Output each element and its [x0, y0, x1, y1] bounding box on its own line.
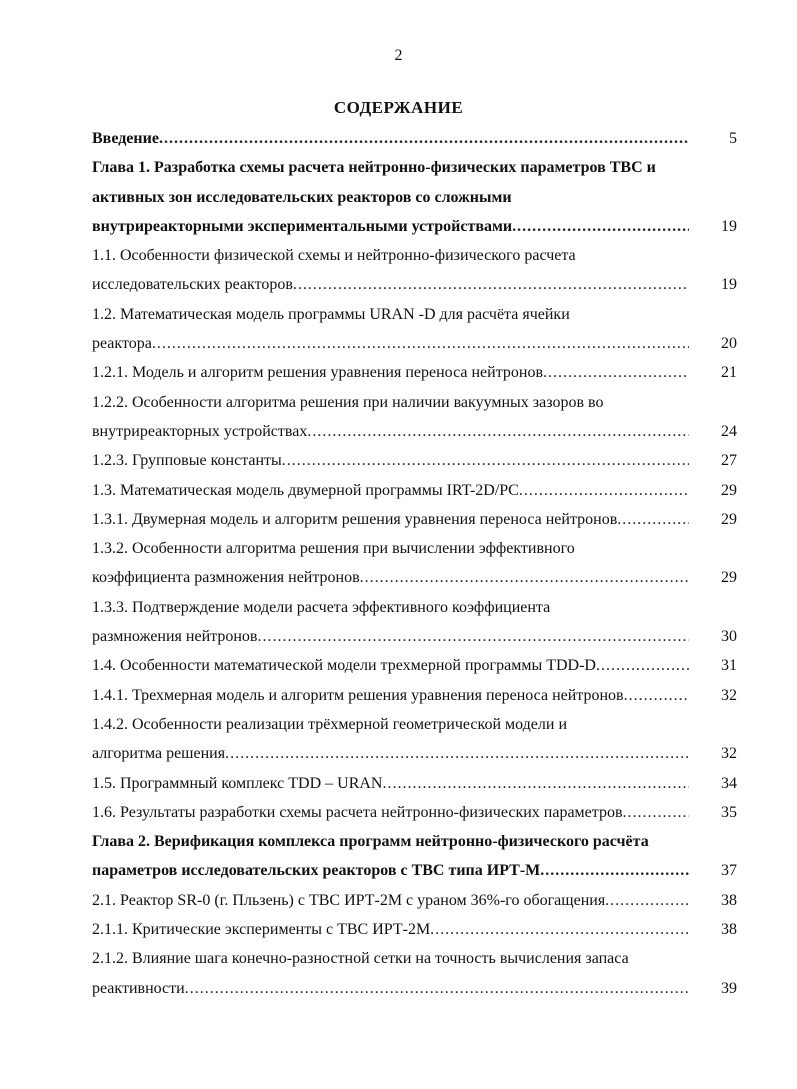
- toc-entry[interactable]: [92, 476, 737, 505]
- toc-entry-row: [92, 563, 737, 592]
- toc-entry-page-number: 32: [721, 745, 737, 763]
- toc-entry[interactable]: [92, 710, 737, 769]
- toc-entry-page-number: 32: [721, 686, 737, 704]
- toc-entry-row: [92, 974, 737, 1003]
- page-number: 2: [394, 47, 403, 64]
- toc-entry-title-line: 1.2.3. Групповые константы: [92, 452, 282, 470]
- toc-entry-title-line: 1.2. Математическая модель программы URAN -D для расчёта ячейки: [92, 305, 570, 323]
- toc-entry[interactable]: [92, 153, 737, 241]
- toc-entry[interactable]: [92, 827, 737, 886]
- toc-entry-title-line: 1.3.1. Двумерная модель и алгоритм решения уравнения переноса нейтронов: [92, 510, 618, 528]
- toc-entry-title-line: исследовательских реакторов: [92, 276, 293, 294]
- page-title: СОДЕРЖАНИЕ: [333, 98, 464, 117]
- toc-entry-row: [92, 886, 737, 915]
- toc-entry-title-line: размножения нейтронов: [92, 628, 258, 646]
- toc-entry-page-number: 5: [729, 130, 737, 147]
- toc-entry-row: [92, 446, 737, 475]
- toc-entry[interactable]: [92, 651, 737, 680]
- toc-entry-title-line: Введение: [92, 130, 159, 147]
- dot-leader: [605, 886, 689, 915]
- toc-entry[interactable]: [92, 446, 737, 475]
- dot-leader: [282, 446, 689, 475]
- toc-entry-row: [92, 739, 737, 768]
- toc-entry-page-number: 21: [721, 364, 737, 382]
- toc-entry-page-number: 34: [721, 774, 737, 792]
- toc-entry-row: [92, 769, 737, 798]
- toc-entry-title-line: коэффициента размножения нейтронов: [92, 569, 360, 587]
- toc-entry-title-line: Глава 1. Разработка схемы расчета нейтронно-физических параметров ТВС и: [92, 159, 656, 177]
- toc-entry-row: [92, 270, 737, 299]
- toc-entry-row: [92, 358, 737, 387]
- toc-entry-title-line: 2.1.1. Критические эксперименты с ТВС ИРТ-2М: [92, 921, 431, 939]
- toc-entry-page-number: 37: [721, 862, 737, 880]
- toc-entry[interactable]: [92, 241, 737, 300]
- toc-entry[interactable]: [92, 534, 737, 593]
- dot-leader: [596, 651, 689, 680]
- toc-entry[interactable]: [92, 124, 737, 153]
- toc-entry-title-line: активных зон исследовательских реакторов со сложными: [92, 188, 512, 206]
- toc-entry-page-number: 29: [721, 481, 737, 499]
- toc-entry-page-number: 30: [721, 628, 737, 646]
- table-of-contents: [92, 124, 737, 1003]
- dot-leader: [185, 974, 689, 1003]
- toc-entry-title-line: 1.3.2. Особенности алгоритма решения при вычислении эффективного: [92, 540, 575, 558]
- dot-leader: [159, 124, 689, 153]
- toc-entry-title-line: Глава 2. Верификация комплекса программ нейтронно-физического расчёта: [92, 833, 649, 851]
- toc-entry-page-number: 39: [721, 979, 737, 997]
- toc-entry-row: [92, 505, 737, 534]
- toc-entry-page-number: 19: [721, 276, 737, 294]
- toc-entry-title-line: 1.1. Особенности физической схемы и нейтронно-физического расчета: [92, 247, 576, 265]
- dot-leader: [624, 681, 689, 710]
- dot-leader: [382, 769, 689, 798]
- toc-entry-row: [92, 417, 737, 446]
- toc-entry-title-line: алгоритма решения: [92, 745, 226, 763]
- toc-entry-row: [92, 915, 737, 944]
- dot-leader: [257, 622, 689, 651]
- toc-entry-title-line: реактивности: [92, 979, 185, 997]
- dot-leader: [307, 417, 689, 446]
- dot-leader: [519, 476, 689, 505]
- toc-entry[interactable]: [92, 358, 737, 387]
- toc-entry-title-line: 1.6. Результаты разработки схемы расчета нейтронно-физических параметров: [92, 803, 623, 821]
- toc-entry-page-number: 19: [721, 217, 737, 235]
- toc-entry[interactable]: [92, 300, 737, 359]
- toc-entry[interactable]: [92, 505, 737, 534]
- toc-entry-title-line: 1.2.1. Модель и алгоритм решения уравнения переноса нейтронов: [92, 364, 543, 382]
- toc-entry-page-number: 38: [721, 891, 737, 909]
- toc-entry-row: [92, 476, 737, 505]
- toc-entry[interactable]: [92, 769, 737, 798]
- toc-entry[interactable]: [92, 915, 737, 944]
- toc-entry-row: [92, 681, 737, 710]
- toc-entry-title-line: 1.3.3. Подтверждение модели расчета эффективного коэффициента: [92, 598, 551, 616]
- toc-entry-title-line: 1.4.1. Трехмерная модель и алгоритм решения уравнения переноса нейтронов: [92, 686, 624, 704]
- toc-entry-row: [92, 329, 737, 358]
- toc-entry-title-line: 2.1.2. Влияние шага конечно-разностной сетки на точность вычисления запаса: [92, 950, 629, 968]
- toc-entry[interactable]: [92, 593, 737, 652]
- toc-entry-row: [92, 651, 737, 680]
- dot-leader: [623, 798, 689, 827]
- dot-leader: [293, 270, 689, 299]
- dot-leader: [430, 915, 689, 944]
- toc-entry-title-line: реактора: [92, 335, 152, 353]
- toc-entry-page-number: 31: [721, 657, 737, 675]
- toc-entry-page-number: 27: [721, 452, 737, 470]
- toc-entry-row: [92, 856, 737, 885]
- toc-entry[interactable]: [92, 944, 737, 1003]
- toc-entry[interactable]: [92, 681, 737, 710]
- toc-entry[interactable]: [92, 886, 737, 915]
- toc-entry-row: [92, 124, 737, 153]
- dot-leader: [540, 856, 689, 885]
- toc-entry-title-line: внутриреакторных устройствах: [92, 422, 308, 440]
- toc-entry-title-line: 1.3. Математическая модель двумерной программы IRT-2D/PC: [92, 481, 519, 499]
- toc-entry-row: [92, 622, 737, 651]
- toc-entry-page-number: 38: [721, 921, 737, 939]
- dot-leader: [617, 505, 689, 534]
- toc-entry-page-number: 29: [721, 510, 737, 528]
- toc-entry[interactable]: [92, 798, 737, 827]
- toc-entry-page-number: 29: [721, 569, 737, 587]
- toc-entry[interactable]: [92, 388, 737, 447]
- dot-leader: [225, 739, 689, 768]
- toc-entry-row: [92, 798, 737, 827]
- dot-leader: [152, 329, 689, 358]
- toc-entry-page-number: 24: [721, 422, 737, 440]
- toc-entry-page-number: 35: [721, 803, 737, 821]
- toc-entry-title-line: 2.1. Реактор SR-0 (г. Пльзень) с ТВС ИРТ-2М с ураном 36%-го обогащения: [92, 891, 606, 909]
- toc-entry-title-line: параметров исследовательских реакторов с ТВС типа ИРТ-М: [92, 862, 541, 880]
- dot-leader: [543, 358, 689, 387]
- toc-entry-title-line: 1.5. Программный комплекс TDD – URAN: [92, 774, 383, 792]
- toc-entry-title-line: внутриреакторными экспериментальными устройствами: [92, 217, 513, 235]
- toc-entry-title-line: 1.4. Особенности математической модели трехмерной программы TDD-D: [92, 657, 596, 675]
- toc-entry-page-number: 20: [721, 335, 737, 353]
- toc-entry-row: [92, 212, 737, 241]
- dot-leader: [512, 212, 689, 241]
- toc-entry-title-line: 1.2.2. Особенности алгоритма решения при наличии вакуумных зазоров во: [92, 393, 604, 411]
- toc-entry-title-line: 1.4.2. Особенности реализации трёхмерной геометрической модели и: [92, 715, 568, 733]
- dot-leader: [360, 563, 689, 592]
